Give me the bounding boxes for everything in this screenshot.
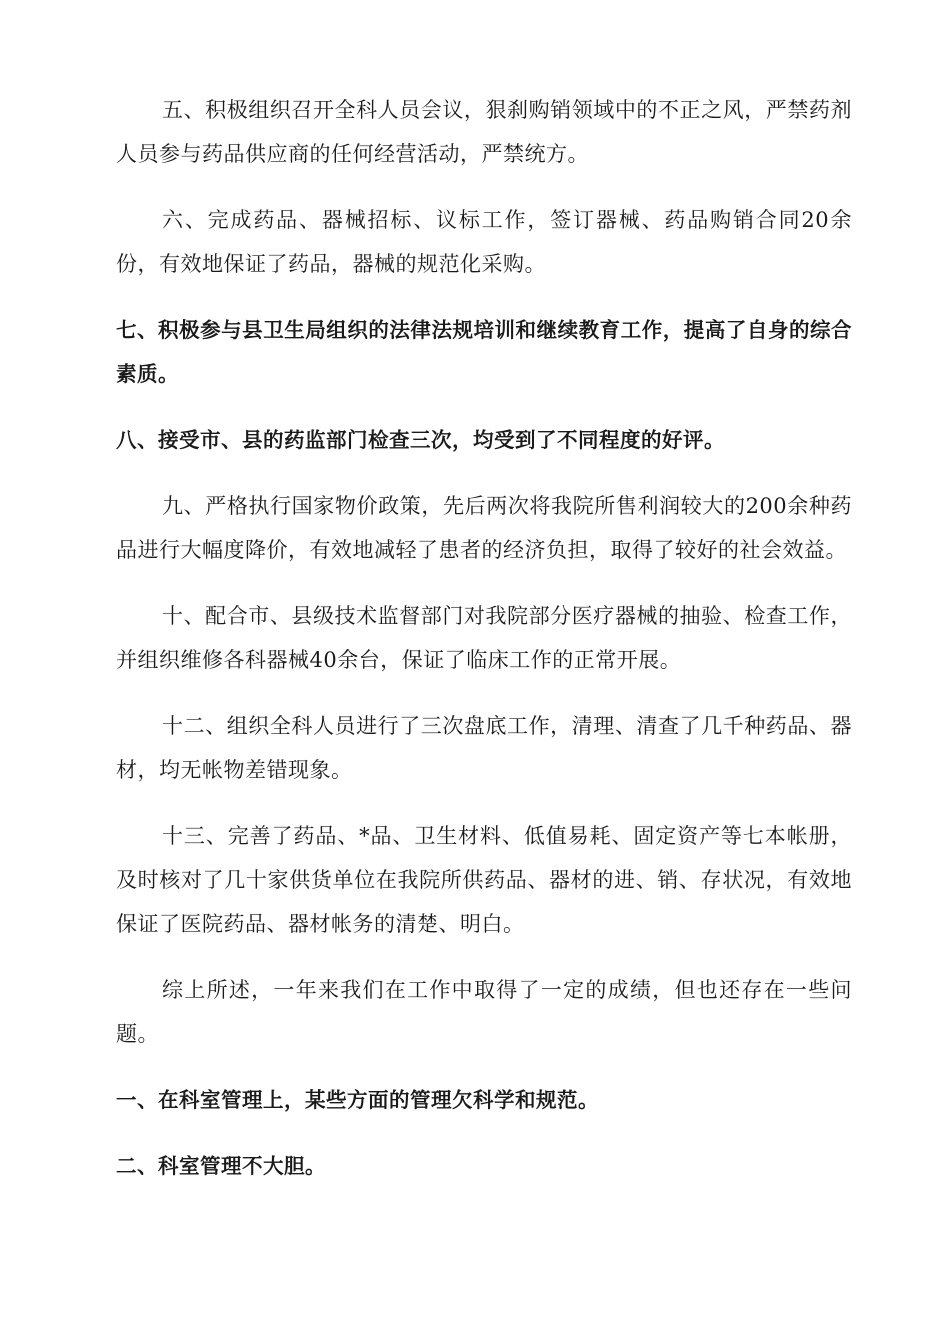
paragraph-twelve: 十二、组织全科人员进行了三次盘底工作，清理、清查了几千种药品、器材，均无帐物差错现象。: [116, 714, 852, 782]
paragraph-five: 五、积极组织召开全科人员会议，狠刹购销领域中的不正之风，严禁药剂人员参与药品供应商的任何经营活动，严禁统方。: [116, 98, 852, 166]
paragraph-nine: 九、严格执行国家物价政策，先后两次将我院所售利润较大的200余种药品进行大幅度降价，有效地减轻了患者的经济负担，取得了较好的社会效益。: [116, 494, 852, 562]
paragraph-eight: 八、接受市、县的药监部门检查三次，均受到了不同程度的好评。: [116, 428, 725, 452]
problem-one: 一、在科室管理上，某些方面的管理欠科学和规范。: [116, 1088, 599, 1112]
document-page: [116, 88, 852, 1210]
paragraph-six: 六、完成药品、器械招标、议标工作，签订器械、药品购销合同20余份，有效地保证了药品，器械的规范化采购。: [116, 208, 852, 276]
paragraph-seven: 七、积极参与县卫生局组织的法律法规培训和继续教育工作，提高了自身的综合素质。: [116, 318, 852, 386]
paragraph-ten: 十、配合市、县级技术监督部门对我院部分医疗器械的抽验、检查工作，并组织维修各科器械40余台，保证了临床工作的正常开展。: [116, 604, 852, 672]
problem-two: 二、科室管理不大胆。: [116, 1154, 326, 1178]
paragraph-thirteen: 十三、完善了药品、*品、卫生材料、低值易耗、固定资产等七本帐册，及时核对了几十家供货单位在我院所供药品、器材的进、销、存状况，有效地保证了医院药品、器材帐务的清楚、明白。: [116, 824, 852, 936]
paragraph-summary: 综上所述，一年来我们在工作中取得了一定的成绩，但也还存在一些问题。: [116, 978, 852, 1046]
